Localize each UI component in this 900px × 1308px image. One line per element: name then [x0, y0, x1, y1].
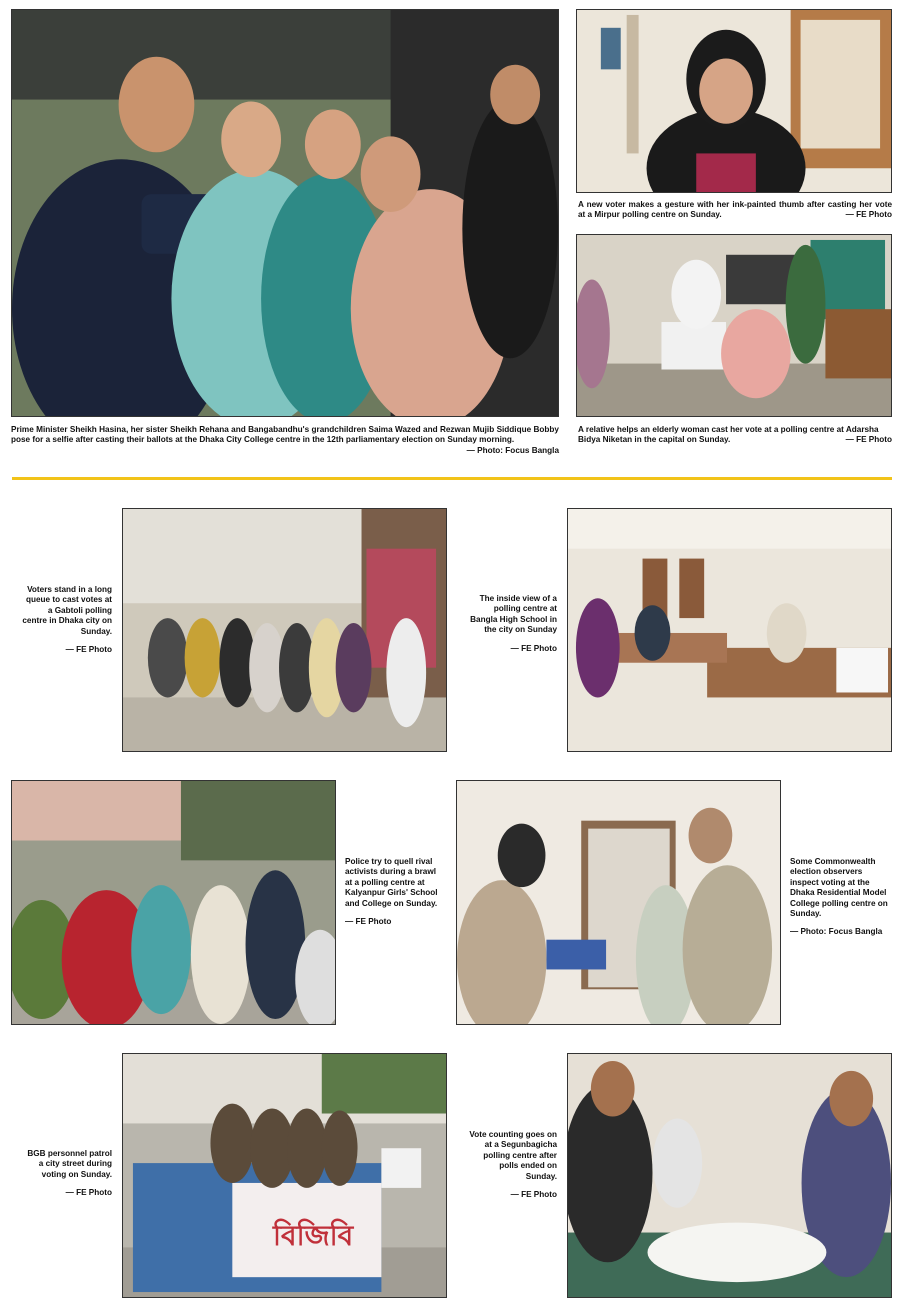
caption-selfie [11, 425, 559, 456]
caption-observers [790, 857, 890, 938]
caption-bgb-text: BGB personnel patrol a city street during voting on Sunday. [27, 1149, 112, 1179]
caption-observers-text: Some Commonwealth election observers inspect voting at the Dhaka Residential Model College polling centre on Sunday. [790, 857, 888, 919]
credit-observers: — Photo: Focus Bangla [790, 927, 883, 937]
bgb-banner-text: বিজিবি [273, 1219, 354, 1252]
photo-inside-view [567, 508, 892, 752]
caption-selfie-text: Prime Minister Sheikh Hasina, her sister Sheikh Rehana and Bangabandhu's grandchildren Saima Wazed and Rezwan Mujib Siddique Bobby pose for a selfie after casting their ballots at the Dhaka City College centre in the 12th parliamentary election on Sunday morning. [11, 425, 559, 445]
caption-queue-text: Voters stand in a long queue to cast votes at a Gabtoli polling centre in Dhaka city on Sunday. [22, 585, 112, 636]
caption-inside-view [465, 594, 557, 654]
caption-police [345, 857, 445, 927]
caption-queue [22, 585, 112, 655]
caption-elderly-voter-text: A relative helps an elderly woman cast her vote at a polling centre at Adarsha Bidya Niketan in the capital on Sunday. [578, 425, 879, 445]
caption-inside-view-text: The inside view of a polling centre at Bangla High School in the city on Sunday [470, 594, 557, 635]
photo-new-voter [576, 9, 892, 193]
caption-counting [467, 1130, 557, 1200]
caption-police-text: Police try to quell rival activists during a brawl at a polling centre at Kalyanpur Girls' School and College on Sunday. [345, 857, 438, 908]
credit-selfie: — Photo: Focus Bangla [466, 445, 559, 455]
photo-queue [122, 508, 447, 752]
caption-counting-text: Vote counting goes on at a Segunbagicha polling centre after polls ended on Sunday. [469, 1130, 557, 1181]
caption-new-voter-text: A new voter makes a gesture with her ink-painted thumb after casting her vote at a Mirpur polling centre on Sunday. [578, 200, 892, 220]
credit-inside-view: — FE Photo [510, 643, 557, 653]
caption-elderly-voter [578, 425, 892, 446]
photo-observers [456, 780, 781, 1025]
photo-bgb [122, 1053, 447, 1298]
photo-counting [567, 1053, 892, 1298]
photo-police [11, 780, 336, 1025]
credit-bgb: — FE Photo [65, 1188, 112, 1198]
credit-counting: — FE Photo [510, 1190, 557, 1200]
credit-elderly-voter: — FE Photo [845, 435, 892, 445]
caption-new-voter [578, 200, 892, 221]
credit-new-voter: — FE Photo [845, 210, 892, 220]
photo-selfie [11, 9, 559, 417]
credit-police: — FE Photo [345, 917, 392, 927]
photo-elderly-voter [576, 234, 892, 417]
credit-queue: — FE Photo [65, 645, 112, 655]
divider-rule [12, 477, 892, 480]
caption-bgb [22, 1149, 112, 1199]
